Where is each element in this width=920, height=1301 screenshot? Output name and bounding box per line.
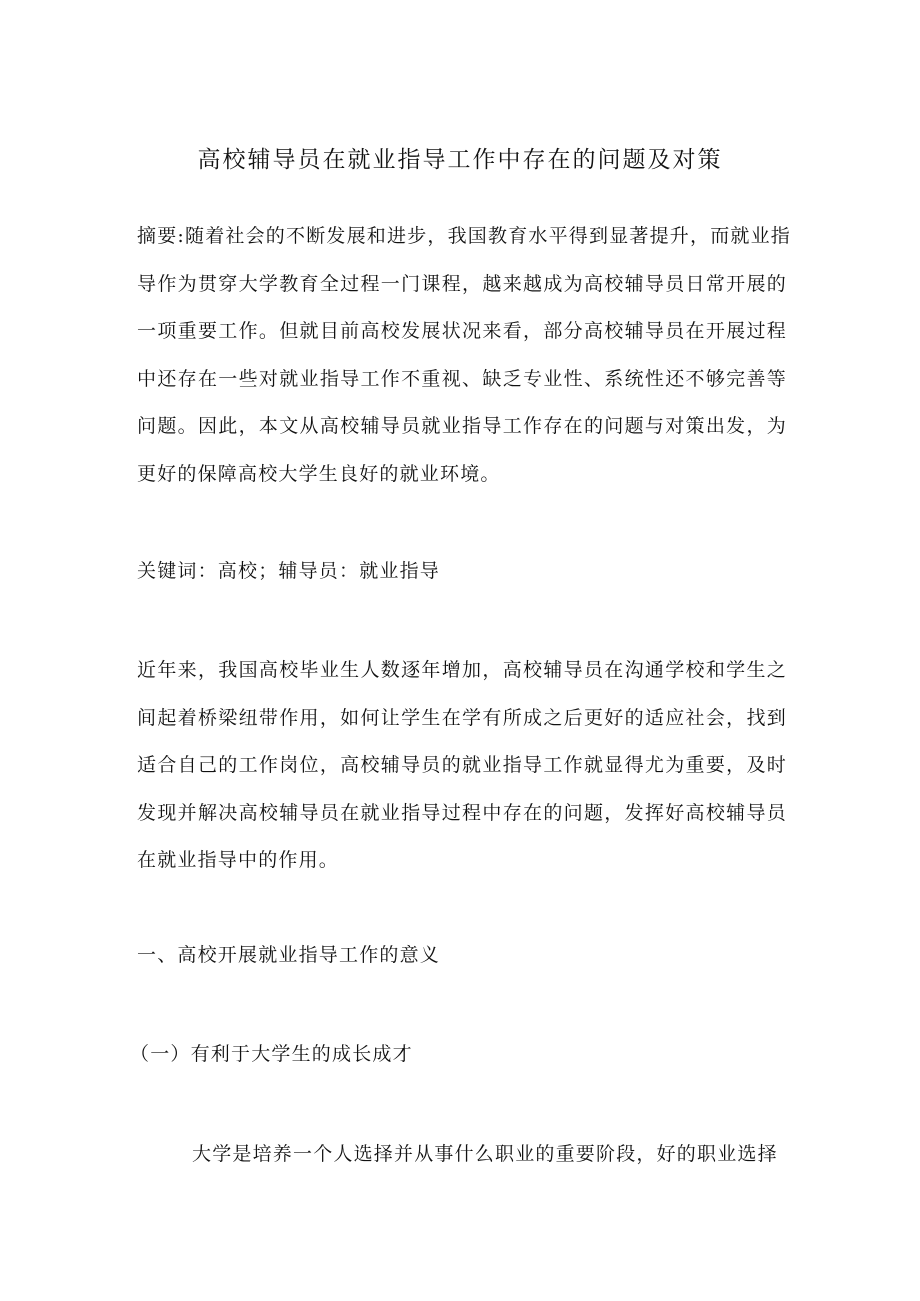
abstract <box>137 213 792 498</box>
intro-paragraph <box>137 647 787 885</box>
intro-line: 发现并解决高校辅导员在就业指导过程中存在的问题，发挥好高校辅导员 <box>137 801 787 824</box>
abstract-line: 更好的保障高校大学生良好的就业环境。 <box>137 462 501 485</box>
document-title: 高校辅导员在就业指导工作中存在的问题及对策 <box>197 147 723 173</box>
intro-line: 适合自己的工作岗位，高校辅导员的就业指导工作就显得尤为重要，及时 <box>137 754 787 776</box>
section-heading: 一、高校开展就业指导工作的意义 <box>137 944 441 966</box>
subsection-heading: （一）有利于大学生的成长成才 <box>130 1043 413 1065</box>
intro-line: 在就业指导中的作用。 <box>137 849 340 871</box>
body-paragraph: 大学是培养一个人选择并从事什么职业的重要阶段，好的职业选择 <box>192 1143 778 1165</box>
abstract-line: 中还存在一些对就业指导工作不重视、缺乏专业性、系统性还不够完善等 <box>137 367 787 390</box>
abstract-line: 一项重要工作。但就目前高校发展状况来看，部分高校辅导员在开展过程 <box>137 320 787 342</box>
intro-line: 近年来，我国高校毕业生人数逐年增加，高校辅导员在沟通学校和学生之 <box>137 659 787 681</box>
intro-line: 间起着桥梁纽带作用，如何让学生在学有所成之后更好的适应社会，找到 <box>137 706 787 729</box>
abstract-line: 导作为贯穿大学教育全过程一门课程，越来越成为高校辅导员日常开展的 <box>137 272 787 295</box>
abstract-line: 摘要:随着社会的不断发展和进步，我国教育水平得到显著提升，而就业指 <box>137 225 792 247</box>
abstract-line: 问题。因此，本文从高校辅导员就业指导工作存在的问题与对策出发，为 <box>137 415 787 437</box>
keywords: 关键词：高校；辅导员：就业指导 <box>137 560 441 582</box>
